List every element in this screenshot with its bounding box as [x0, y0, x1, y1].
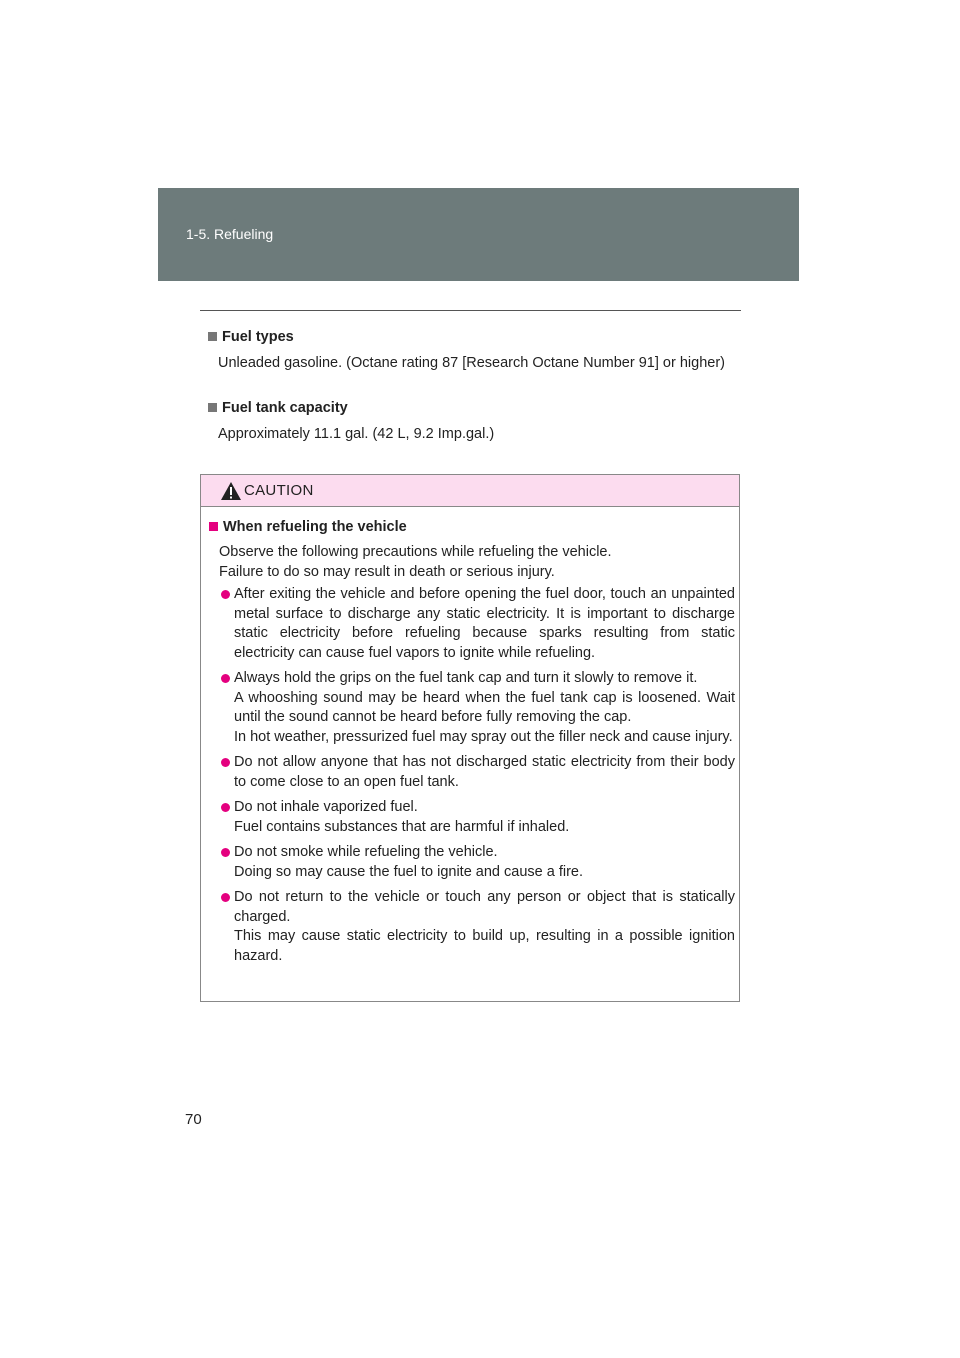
round-bullet-icon [221, 848, 230, 857]
caution-title: When refueling the vehicle [223, 519, 407, 535]
section-header-band [158, 188, 799, 281]
bullet-text: Do not allow anyone that has not discharged static electricity from their body to come close to an open fuel tank. [234, 754, 735, 790]
section-title: 1-5. Refueling [186, 226, 274, 242]
round-bullet-icon [221, 803, 230, 812]
spec-fuel-tank-capacity [208, 399, 736, 444]
bullet-text: In hot weather, pressurized fuel may spray out the filler neck and cause injury. [234, 728, 733, 745]
caution-bullet [221, 843, 735, 882]
square-bullet-icon [209, 522, 218, 531]
spec-body: Approximately 11.1 gal. (42 L, 9.2 Imp.gal.) [218, 426, 495, 442]
bullet-text: Fuel contains substances that are harmful if inhaled. [234, 818, 570, 835]
caution-bullet-list [221, 585, 735, 972]
bullet-text: Do not return to the vehicle or touch any person or object that is statically charged. [234, 889, 735, 925]
caution-header [201, 475, 739, 507]
bullet-text: Do not smoke while refueling the vehicle. [234, 844, 498, 860]
caution-bullet [221, 798, 735, 837]
bullet-text: Always hold the grips on the fuel tank cap and turn it slowly to remove it. [234, 670, 698, 686]
caution-intro [219, 543, 734, 582]
round-bullet-icon [221, 590, 230, 599]
round-bullet-icon [221, 674, 230, 683]
square-bullet-icon [208, 403, 217, 412]
caution-box [200, 474, 740, 1002]
caution-label: CAUTION [244, 482, 314, 499]
caution-bullet [221, 753, 735, 792]
spec-fuel-types [208, 328, 736, 373]
bullet-text: After exiting the vehicle and before opening the fuel door, touch an unpainted metal surface to discharge any static electricity. It is important to discharge static electricity before refueling because sparks resulting from static electricity can cause fuel vapors to ignite while refueling. [234, 586, 735, 661]
caution-bullet [221, 585, 735, 663]
bullet-text: This may cause static electricity to build up, resulting in a possible ignition hazard. [234, 928, 735, 964]
round-bullet-icon [221, 758, 230, 767]
spec-title: Fuel types [222, 329, 294, 345]
spec-title: Fuel tank capacity [222, 400, 348, 416]
page-number: 70 [185, 1111, 202, 1128]
square-bullet-icon [208, 332, 217, 341]
spec-body: Unleaded gasoline. (Octane rating 87 [Research Octane Number 91] or higher) [218, 355, 725, 371]
caution-bullet [221, 888, 735, 966]
warning-triangle-icon [220, 481, 242, 501]
round-bullet-icon [221, 893, 230, 902]
bullet-text: A whooshing sound may be heard when the fuel tank cap is loosened. Wait until the sound cannot be heard before fully removing the cap. [234, 689, 735, 725]
caution-title-row [209, 518, 407, 537]
divider-rule [200, 310, 741, 311]
caution-bullet [221, 669, 735, 747]
bullet-text: Doing so may cause the fuel to ignite and cause a fire. [234, 863, 584, 880]
intro-line: Observe the following precautions while refueling the vehicle. [219, 544, 612, 560]
intro-line: Failure to do so may result in death or serious injury. [219, 563, 555, 580]
bullet-text: Do not inhale vaporized fuel. [234, 799, 418, 815]
